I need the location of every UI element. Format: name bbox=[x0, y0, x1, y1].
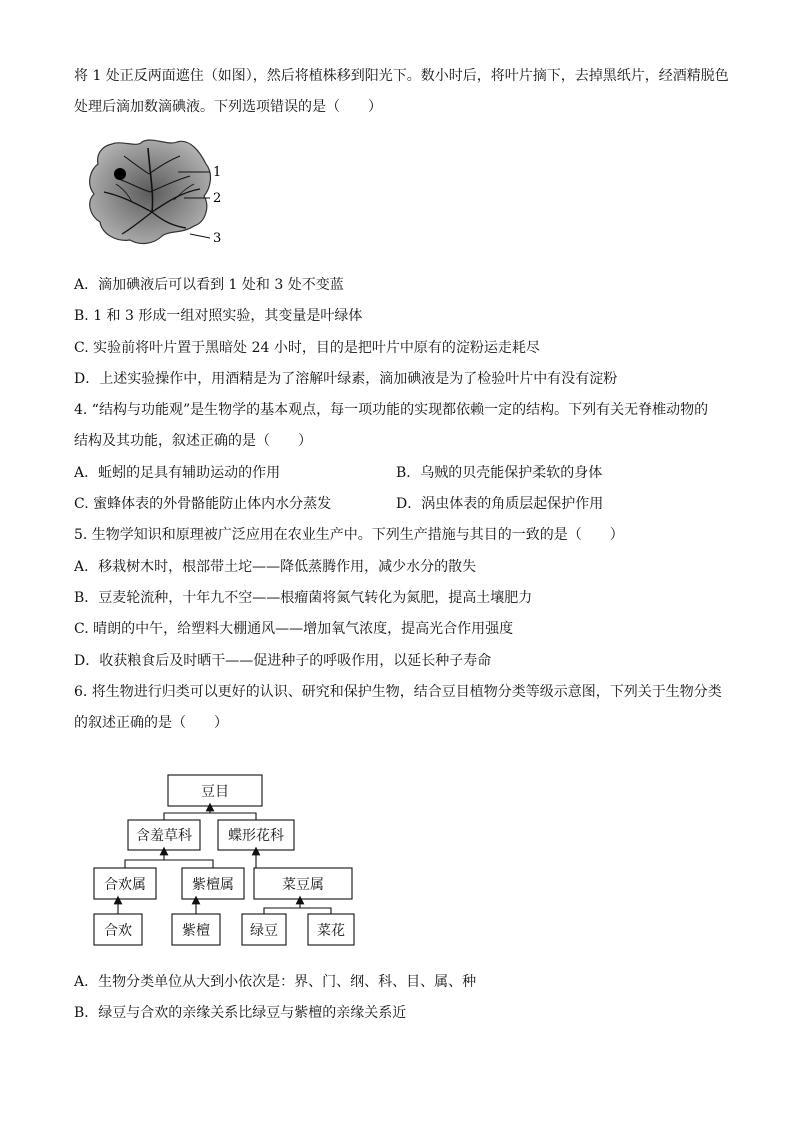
tree-genus-3: 菜豆属 bbox=[282, 877, 324, 893]
q4-option-a: A．蚯蚓的足具有辅助运动的作用 bbox=[74, 465, 281, 481]
q6-option-a: A．生物分类单位从大到小依次是：界、门、纲、科、目、属、种 bbox=[74, 974, 477, 990]
q6-stem-line-1: 6. 将生物进行归类可以更好的认识、研究和保护生物，结合豆目植物分类等级示意图，下列关于生物分类 bbox=[74, 684, 722, 700]
connector bbox=[164, 813, 256, 820]
tree-family-2: 蝶形花科 bbox=[228, 828, 284, 844]
q5-option-d: D．收获粮食后及时晒干——促进种子的呼吸作用，以延长种子寿命 bbox=[74, 653, 492, 669]
q5-option-a: A．移栽树木时，根部带土坨——降低蒸腾作用，减少水分的散失 bbox=[74, 559, 477, 575]
q5-stem: 5. 生物学知识和原理被广泛应用在农业生产中。下列生产措施与其目的一致的是（ ） bbox=[74, 527, 624, 543]
tree-genus-1: 合欢属 bbox=[104, 877, 146, 893]
q3-intro-line-2: 处理后滴加数滴碘液。下列选项错误的是（ ） bbox=[74, 99, 382, 115]
q4-option-b: B．乌贼的贝壳能保护柔软的身体 bbox=[396, 465, 603, 481]
label-line-3 bbox=[190, 234, 210, 238]
q3-option-a: A．滴加碘液后可以看到 1 处和 3 处不变蓝 bbox=[74, 277, 344, 293]
q4-stem-line-1: 4. “结构与功能观”是生物学的基本观点，每一项功能的实现都依赖一定的结构。下列有关无脊椎动物的 bbox=[74, 402, 709, 418]
tree-genus-2: 紫檀属 bbox=[192, 877, 234, 893]
q3-option-c: C. 实验前将叶片置于黑暗处 24 小时，目的是把叶片中原有的淀粉运走耗尽 bbox=[74, 340, 540, 356]
connector bbox=[264, 908, 331, 914]
q6-option-b: B．绿豆与合欢的亲缘关系比绿豆与紫檀的亲缘关系近 bbox=[74, 1005, 407, 1021]
tree-species-4: 菜花 bbox=[317, 923, 345, 939]
q3-option-b: B. 1 和 3 形成一组对照实验，其变量是叶绿体 bbox=[74, 308, 363, 324]
connector bbox=[125, 860, 213, 868]
q3-option-d: D．上述实验操作中，用酒精是为了溶解叶绿素，滴加碘液是为了检验叶片中有没有淀粉 bbox=[74, 371, 618, 387]
q3-intro-line-1: 将 1 处正反两面遮住（如图），然后将植株移到阳光下。数小时后，将叶片摘下，去掉黑纸片，经酒精脱色 bbox=[74, 68, 729, 84]
label-2: 2 bbox=[213, 191, 222, 206]
label-3: 3 bbox=[213, 231, 222, 246]
tree-family-1: 含羞草科 bbox=[136, 828, 192, 844]
q4-stem-line-2: 结构及其功能，叙述正确的是（ ） bbox=[74, 433, 312, 449]
covered-spot bbox=[114, 168, 126, 180]
q4-option-c: C. 蜜蜂体表的外骨骼能防止体内水分蒸发 bbox=[74, 496, 332, 512]
tree-order: 豆目 bbox=[201, 784, 229, 800]
q4-option-d: D．涡虫体表的角质层起保护作用 bbox=[396, 496, 604, 512]
label-1: 1 bbox=[213, 165, 222, 180]
tree-species-1: 合欢 bbox=[104, 923, 132, 939]
tree-species-2: 紫檀 bbox=[182, 923, 210, 939]
tree-species-3: 绿豆 bbox=[250, 923, 278, 939]
q5-option-b: B．豆麦轮流种，十年九不空——根瘤菌将氮气转化为氮肥，提高土壤肥力 bbox=[74, 590, 533, 606]
q6-stem-line-2: 的叙述正确的是（ ） bbox=[74, 715, 228, 731]
q5-option-c: C. 晴朗的中午，给塑料大棚通风——增加氧气浓度，提高光合作用强度 bbox=[74, 621, 514, 637]
classification-tree-diagram bbox=[90, 770, 360, 955]
leaf-diagram bbox=[82, 134, 252, 254]
